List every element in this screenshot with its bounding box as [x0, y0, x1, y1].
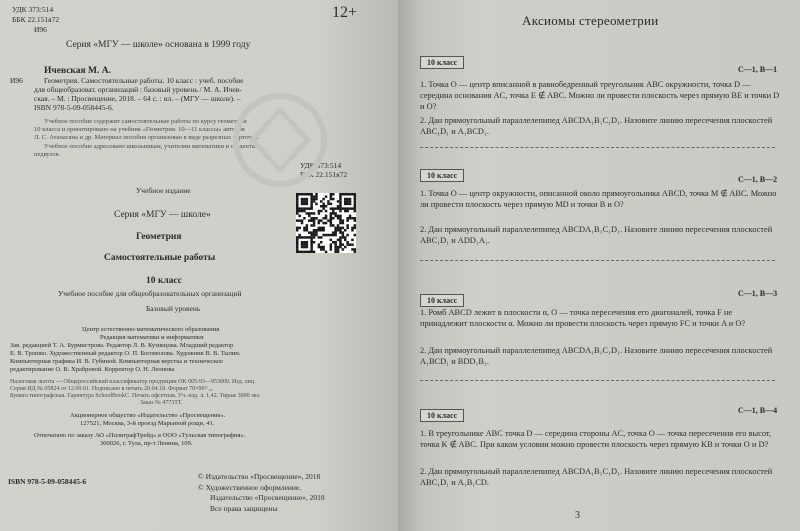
card-3-grade: 10 класс [420, 294, 464, 307]
edition-label: Учебное издание [136, 186, 191, 195]
card-1-variant: С—1, В—1 [738, 65, 778, 74]
page-number: 3 [575, 510, 580, 521]
biblio-line-2: для общеобразоват. организаций : базовый уровень / М. А. Ичев- [34, 85, 242, 94]
card-2-variant: С—1, В—2 [738, 175, 778, 184]
cut-line-2 [420, 260, 775, 261]
age-rating: 12+ [332, 4, 358, 21]
card-3-task-1: 1. Ромб ABCD лежит в плоскости α, O — точка пересечения его диагоналей, точка F не принадлежит плоскости α. Можно ли провести плоскость через прямую FC и точки A и O? [420, 308, 746, 328]
card-2-grade: 10 класс [420, 169, 464, 182]
card-4-task-1: 1. В треугольнике ABC точка D — середина стороны AC, точка O — точка пересечения его высот, точка K ∉ ABC. При каком условии можно провести плоскость через прямую KB и точки O и D? [420, 429, 772, 449]
cut-line-1 [420, 147, 775, 148]
left-page [0, 0, 398, 531]
biblio-line-3: ская. – М. : Просвещение, 2018. – 64 с. : ил. – (МГУ — школе). – [34, 94, 241, 103]
copyright-line-1: © Издательство «Просвещение», 2018 [198, 472, 321, 481]
biblio-line-4: ISBN 978-5-09-058445-6. [34, 103, 114, 112]
publisher-watermark [200, 80, 360, 200]
author-name: Ичевская М. А. [44, 66, 111, 76]
imprint-line-5: Компьютерная графика И. В. Губиной. Компьютерная верстка и техническое [10, 358, 223, 365]
imprint-line-4: Е. В. Трошко. Художественный редактор О. П. Богомолова. Художник В. В. Тылин. [10, 350, 241, 357]
card-4-variant: С—1, В—4 [738, 406, 778, 415]
imprint-line-3: Зав. редакцией Т. А. Бурмистрова. Редактор Л. В. Кузнецова. Младший редактор [10, 342, 234, 349]
bbk-code-2: ББК 22.151я72 [300, 170, 348, 179]
series-name: Серия «МГУ — школе» [114, 210, 211, 220]
annotation-line-4: Учебное пособие адресовано школьникам, учителям математики и студентам [44, 143, 259, 150]
biblio-code: И96 [10, 76, 23, 85]
qr-code[interactable] [296, 193, 356, 253]
level-text: Базовый уровень [146, 304, 201, 313]
card-4-task-2: 2. Дан прямоугольный параллелепипед ABCDA₁B₁C₁D₁. Назовите линию пересечения плоскостей ABC₁D₁ и A₁B₁CD. [420, 467, 773, 487]
index-code: И96 [34, 25, 47, 34]
work-title: Самостоятельные работы [104, 253, 216, 263]
card-4-grade: 10 класс [420, 409, 464, 422]
printing-line-2: Серия ИД № 05824 от 12.09.01. Подписано в печать 20.04.18. Формат 70×90¹/₁₆. [10, 386, 214, 392]
annotation-line-2: 10 класса и ориентировано на учебник «Геометрия. 10—11 классы» авторов [34, 126, 245, 133]
annotation-line-1: Учебное пособие содержит самостоятельные работы по курсу геометрии [44, 118, 247, 125]
printer-line-2: 300026, г. Тула, пр-т Ленина, 109. [100, 440, 193, 447]
grade-title: 10 класс [146, 276, 182, 286]
imprint-line-6: редактирование О. В. Храбровой. Корректор О. Н. Леонова [10, 366, 175, 373]
copyright-line-2: © Художественное оформление. [198, 483, 302, 492]
purpose-text: Учебное пособие для общеобразовательных организаций [58, 289, 242, 298]
page-heading: Аксиомы стереометрии [522, 13, 659, 28]
card-2-task-2: 2. Дан прямоугольный параллелепипед ABCDA₁B₁C₁D₁. Назовите линию пересечения плоскостей ABC₁D₁ и ADD₁A₁. [420, 225, 773, 245]
printing-line-1: Налоговая льгота — Общероссийский классификатор продукции ОК 005-93—953000. Изд. лиц. [10, 379, 256, 385]
cut-line-3 [420, 380, 775, 381]
printing-line-4: Заказ № 4773ТТ. [140, 400, 183, 406]
card-2-task-1: 1. Точка O — центр окружности, описанной около прямоугольника ABCD, точка M ∉ ABC. Можно ли провести плоскость через прямую MD и точки B и O? [420, 189, 777, 209]
copyright-line-3: Издательство «Просвещение», 2018 [210, 493, 325, 502]
printing-line-3: Бумага типографская. Гарнитура SchoolBookC. Печать офсетная. Уч.-изд. л. 1,42. Тираж 3000 экз. [10, 393, 261, 399]
annotation-line-3: Л. С. Атанасяна и др. Материал пособия организован в виде разрезных карточек. [34, 134, 259, 141]
printer-line-1: Отпечатано по заказу АО «ПолиграфТрейд» в ООО «Тульская типография». [34, 432, 246, 439]
card-3-variant: С—1, В—3 [738, 289, 778, 298]
card-1-task-2: 2. Дан прямоугольный параллелепипед ABCDA₁B₁C₁D₁. Назовите линию пересечения плоскостей ABC₁D₁ и A₁BCD₁. [420, 116, 773, 136]
subject-title: Геометрия [136, 232, 182, 242]
biblio-line-1: Геометрия. Самостоятельные работы. 10 класс : учеб. пособие [44, 76, 244, 85]
bbk-code: ББК 22.151я72 [12, 15, 60, 24]
copyright-line-4: Все права защищены [210, 504, 278, 513]
publisher-line-1: Акционерное общество «Издательство «Просвещение». [70, 412, 226, 419]
udk-code-2: УДК 373:514 [300, 161, 342, 170]
card-1-task-1: 1. Точка O — центр вписанной в равнобедренный треугольник ABC окружности, точка D — середина основания AC, точка E ∉ ABC. Можно ли провести плоскость через прямую BE и точки D и O? [420, 80, 780, 111]
card-3-task-2: 2. Дан прямоугольный параллелепипед ABCDA₁B₁C₁D₁. Назовите линию пересечения плоскостей A₁BCD₁ и BDD₁B₁. [420, 346, 773, 366]
card-1-grade: 10 класс [420, 56, 464, 69]
publisher-line-2: 127521, Москва, 3-й проезд Марьиной рощи, 41. [80, 420, 215, 427]
isbn-number: ISBN 978-5-09-058445-6 [8, 477, 87, 486]
imprint-line-1: Центр естественно-математического образования [82, 326, 220, 333]
udk-code: УДК 373:514 [12, 5, 54, 14]
imprint-line-2: Редакция математики и информатики [100, 334, 204, 341]
annotation-line-5: педвузов. [34, 151, 61, 158]
series-note: Серия «МГУ — школе» основана в 1999 году [66, 40, 251, 50]
